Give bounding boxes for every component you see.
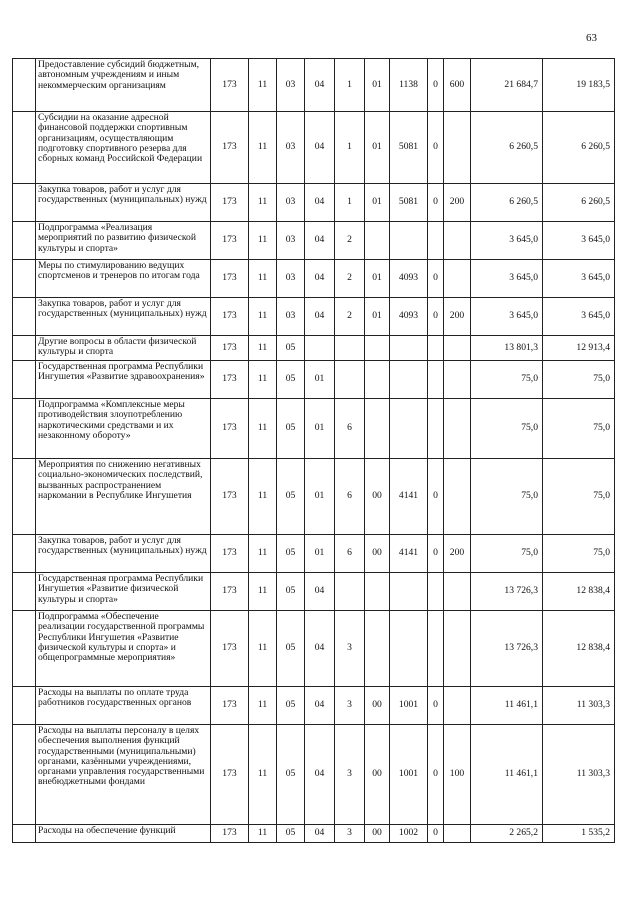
row-code-c5: 2 xyxy=(335,298,365,336)
row-code-c5: 6 xyxy=(335,535,365,573)
table-row xyxy=(13,260,615,298)
row-name: Расходы на выплаты персоналу в целях обеспечения выполнения функций государственными (муниципальными) органами, казёнными учреждениями, органами управления государственными внебюджетными фондами xyxy=(36,725,211,825)
row-code-c5: 6 xyxy=(335,459,365,535)
row-code-c6 xyxy=(365,336,390,361)
row-blank-cell xyxy=(13,535,36,573)
row-code-c5: 2 xyxy=(335,222,365,260)
row-code-c7: 5081 xyxy=(390,184,428,222)
row-name: Меры по стимулированию ведущих спортсменов и тренеров по итогам года xyxy=(36,260,211,298)
row-code-c4: 01 xyxy=(305,535,335,573)
row-code-c2: 11 xyxy=(249,825,277,843)
row-code-c8 xyxy=(428,399,444,459)
row-code-c5: 3 xyxy=(335,687,365,725)
row-code-c9 xyxy=(444,399,471,459)
row-code-c6 xyxy=(365,573,390,611)
row-code-c6 xyxy=(365,611,390,687)
row-amount-v2: 75,0 xyxy=(543,361,615,399)
row-code-c2: 11 xyxy=(249,222,277,260)
row-code-c3: 05 xyxy=(277,725,305,825)
row-code-c4: 04 xyxy=(305,222,335,260)
row-code-c7 xyxy=(390,222,428,260)
row-code-c3: 03 xyxy=(277,260,305,298)
table-row xyxy=(13,573,615,611)
row-name: Закупка товаров, работ и услуг для государственных (муниципальных) нужд xyxy=(36,184,211,222)
row-code-c9 xyxy=(444,573,471,611)
row-code-c6: 01 xyxy=(365,59,390,112)
row-code-c7: 1001 xyxy=(390,725,428,825)
row-code-c4: 01 xyxy=(305,361,335,399)
row-amount-v1: 21 684,7 xyxy=(471,59,543,112)
row-code-c4: 04 xyxy=(305,298,335,336)
row-blank-cell xyxy=(13,459,36,535)
row-code-c5 xyxy=(335,573,365,611)
row-blank-cell xyxy=(13,222,36,260)
row-name: Другие вопросы в области физической культуры и спорта xyxy=(36,336,211,361)
row-blank-cell xyxy=(13,573,36,611)
row-code-c7: 5081 xyxy=(390,112,428,184)
row-code-c6 xyxy=(365,361,390,399)
row-code-c7: 4141 xyxy=(390,459,428,535)
row-name: Государственная программа Республики Ингушетия «Развитие здравоохранения» xyxy=(36,361,211,399)
row-amount-v1: 6 260,5 xyxy=(471,112,543,184)
row-code-c7: 1002 xyxy=(390,825,428,843)
row-code-c1: 173 xyxy=(211,399,249,459)
row-code-c9 xyxy=(444,361,471,399)
row-name: Предоставление субсидий бюджетным, автономным учреждениям и иным некоммерческим организациям xyxy=(36,59,211,112)
row-blank-cell xyxy=(13,611,36,687)
row-code-c3: 05 xyxy=(277,535,305,573)
row-amount-v2: 1 535,2 xyxy=(543,825,615,843)
row-code-c8: 0 xyxy=(428,535,444,573)
row-blank-cell xyxy=(13,298,36,336)
row-code-c4: 04 xyxy=(305,687,335,725)
table-row xyxy=(13,112,615,184)
row-code-c2: 11 xyxy=(249,260,277,298)
row-code-c5 xyxy=(335,361,365,399)
row-name: Мероприятия по снижению негативных социально-экономических последствий, вызванных распространением наркомании в Республике Ингушетия xyxy=(36,459,211,535)
row-code-c4: 01 xyxy=(305,459,335,535)
row-code-c3: 05 xyxy=(277,611,305,687)
row-code-c3: 05 xyxy=(277,399,305,459)
row-code-c1: 173 xyxy=(211,687,249,725)
row-blank-cell xyxy=(13,184,36,222)
table-row xyxy=(13,222,615,260)
row-amount-v2: 11 303,3 xyxy=(543,687,615,725)
row-code-c6: 00 xyxy=(365,459,390,535)
row-code-c4: 01 xyxy=(305,399,335,459)
row-code-c7 xyxy=(390,611,428,687)
row-code-c2: 11 xyxy=(249,611,277,687)
row-amount-v2: 12 838,4 xyxy=(543,611,615,687)
row-code-c1: 173 xyxy=(211,222,249,260)
row-name: Государственная программа Республики Ингушетия «Развитие физической культуры и спорта» xyxy=(36,573,211,611)
row-code-c8 xyxy=(428,222,444,260)
row-code-c4: 04 xyxy=(305,260,335,298)
row-code-c4: 04 xyxy=(305,725,335,825)
row-code-c4: 04 xyxy=(305,184,335,222)
table-row xyxy=(13,59,615,112)
row-code-c8 xyxy=(428,336,444,361)
row-name: Закупка товаров, работ и услуг для государственных (муниципальных) нужд xyxy=(36,298,211,336)
row-code-c4 xyxy=(305,336,335,361)
row-blank-cell xyxy=(13,687,36,725)
budget-table xyxy=(12,58,615,843)
row-amount-v1: 75,0 xyxy=(471,399,543,459)
row-code-c8: 0 xyxy=(428,298,444,336)
row-code-c6: 01 xyxy=(365,260,390,298)
row-code-c7 xyxy=(390,336,428,361)
row-code-c1: 173 xyxy=(211,184,249,222)
table-row xyxy=(13,725,615,825)
table-row xyxy=(13,336,615,361)
row-code-c5: 1 xyxy=(335,184,365,222)
row-amount-v2: 12 838,4 xyxy=(543,573,615,611)
row-code-c2: 11 xyxy=(249,112,277,184)
row-code-c9 xyxy=(444,260,471,298)
row-code-c8: 0 xyxy=(428,687,444,725)
table-row xyxy=(13,361,615,399)
row-code-c9: 200 xyxy=(444,535,471,573)
row-code-c5: 2 xyxy=(335,260,365,298)
row-code-c4: 04 xyxy=(305,59,335,112)
row-code-c3: 03 xyxy=(277,298,305,336)
row-code-c8: 0 xyxy=(428,112,444,184)
row-code-c6: 01 xyxy=(365,184,390,222)
row-name: Расходы на обеспечение функций xyxy=(36,825,211,843)
row-code-c3: 03 xyxy=(277,222,305,260)
row-amount-v2: 3 645,0 xyxy=(543,260,615,298)
row-code-c1: 173 xyxy=(211,298,249,336)
row-code-c3: 05 xyxy=(277,825,305,843)
row-amount-v1: 11 461,1 xyxy=(471,687,543,725)
row-code-c5: 3 xyxy=(335,611,365,687)
row-code-c2: 11 xyxy=(249,336,277,361)
row-code-c8 xyxy=(428,611,444,687)
row-amount-v1: 13 801,3 xyxy=(471,336,543,361)
row-code-c8: 0 xyxy=(428,260,444,298)
row-blank-cell xyxy=(13,825,36,843)
row-code-c1: 173 xyxy=(211,535,249,573)
row-code-c1: 173 xyxy=(211,825,249,843)
row-name: Подпрограмма «Комплексные меры противодействия злоупотреблению наркотическими средствами и их незаконному обороту» xyxy=(36,399,211,459)
row-code-c3: 03 xyxy=(277,184,305,222)
table-row xyxy=(13,399,615,459)
row-code-c8: 0 xyxy=(428,725,444,825)
row-code-c1: 173 xyxy=(211,573,249,611)
row-amount-v1: 75,0 xyxy=(471,459,543,535)
row-blank-cell xyxy=(13,399,36,459)
row-code-c3: 05 xyxy=(277,361,305,399)
row-code-c5: 3 xyxy=(335,825,365,843)
row-blank-cell xyxy=(13,361,36,399)
row-code-c3: 03 xyxy=(277,59,305,112)
row-code-c6: 00 xyxy=(365,687,390,725)
row-code-c5: 6 xyxy=(335,399,365,459)
page-number: 63 xyxy=(586,32,597,44)
row-code-c1: 173 xyxy=(211,459,249,535)
row-code-c5: 1 xyxy=(335,59,365,112)
row-code-c4: 04 xyxy=(305,112,335,184)
row-code-c4: 04 xyxy=(305,611,335,687)
row-code-c9: 200 xyxy=(444,298,471,336)
row-amount-v1: 6 260,5 xyxy=(471,184,543,222)
table-row xyxy=(13,825,615,843)
row-code-c6 xyxy=(365,222,390,260)
row-amount-v2: 12 913,4 xyxy=(543,336,615,361)
row-amount-v1: 2 265,2 xyxy=(471,825,543,843)
table-row xyxy=(13,184,615,222)
row-blank-cell xyxy=(13,725,36,825)
row-amount-v1: 11 461,1 xyxy=(471,725,543,825)
row-code-c9 xyxy=(444,687,471,725)
row-code-c1: 173 xyxy=(211,260,249,298)
row-code-c7 xyxy=(390,399,428,459)
row-code-c2: 11 xyxy=(249,59,277,112)
table-body xyxy=(13,59,615,843)
row-amount-v2: 3 645,0 xyxy=(543,298,615,336)
row-name: Подпрограмма «Обеспечение реализации государственной программы Республики Ингушетия «Развитие физической культуры и спорта» и общепрограммные мероприятия» xyxy=(36,611,211,687)
row-code-c3: 05 xyxy=(277,687,305,725)
row-code-c9 xyxy=(444,611,471,687)
row-code-c3: 03 xyxy=(277,112,305,184)
row-code-c8 xyxy=(428,573,444,611)
row-code-c6: 00 xyxy=(365,535,390,573)
row-code-c2: 11 xyxy=(249,725,277,825)
row-blank-cell xyxy=(13,336,36,361)
row-code-c1: 173 xyxy=(211,725,249,825)
row-code-c5: 3 xyxy=(335,725,365,825)
row-name: Субсидии на оказание адресной финансовой поддержки спортивным организациям, осуществляющим подготовку спортивного резерва для сборных команд Российской Федерации xyxy=(36,112,211,184)
row-code-c1: 173 xyxy=(211,361,249,399)
row-name: Закупка товаров, работ и услуг для государственных (муниципальных) нужд xyxy=(36,535,211,573)
row-code-c7 xyxy=(390,361,428,399)
row-code-c9: 100 xyxy=(444,725,471,825)
row-code-c8: 0 xyxy=(428,459,444,535)
row-code-c8 xyxy=(428,361,444,399)
row-code-c7: 1138 xyxy=(390,59,428,112)
row-amount-v1: 3 645,0 xyxy=(471,260,543,298)
row-code-c2: 11 xyxy=(249,399,277,459)
row-code-c9 xyxy=(444,459,471,535)
row-code-c7: 4141 xyxy=(390,535,428,573)
row-code-c9 xyxy=(444,112,471,184)
row-code-c9: 200 xyxy=(444,184,471,222)
row-code-c4: 04 xyxy=(305,573,335,611)
row-code-c9 xyxy=(444,825,471,843)
row-code-c2: 11 xyxy=(249,298,277,336)
row-code-c1: 173 xyxy=(211,611,249,687)
row-code-c5: 1 xyxy=(335,112,365,184)
row-code-c4: 04 xyxy=(305,825,335,843)
row-code-c3: 05 xyxy=(277,573,305,611)
row-code-c9 xyxy=(444,336,471,361)
row-code-c7: 4093 xyxy=(390,298,428,336)
row-code-c6: 00 xyxy=(365,825,390,843)
row-code-c9: 600 xyxy=(444,59,471,112)
row-amount-v2: 19 183,5 xyxy=(543,59,615,112)
row-code-c8: 0 xyxy=(428,59,444,112)
row-amount-v2: 3 645,0 xyxy=(543,222,615,260)
row-blank-cell xyxy=(13,59,36,112)
row-code-c2: 11 xyxy=(249,361,277,399)
table-row xyxy=(13,611,615,687)
table-row xyxy=(13,459,615,535)
row-code-c6: 01 xyxy=(365,298,390,336)
row-amount-v1: 75,0 xyxy=(471,535,543,573)
row-amount-v1: 13 726,3 xyxy=(471,611,543,687)
row-code-c8: 0 xyxy=(428,825,444,843)
row-blank-cell xyxy=(13,260,36,298)
row-amount-v1: 75,0 xyxy=(471,361,543,399)
row-amount-v2: 75,0 xyxy=(543,459,615,535)
row-amount-v2: 6 260,5 xyxy=(543,112,615,184)
row-amount-v1: 13 726,3 xyxy=(471,573,543,611)
row-name: Подпрограмма «Реализация мероприятий по развитию физической культуры и спорта» xyxy=(36,222,211,260)
row-name: Расходы на выплаты по оплате труда работников государственных органов xyxy=(36,687,211,725)
row-code-c2: 11 xyxy=(249,573,277,611)
row-amount-v2: 11 303,3 xyxy=(543,725,615,825)
row-code-c7: 4093 xyxy=(390,260,428,298)
row-code-c3: 05 xyxy=(277,459,305,535)
row-code-c6: 01 xyxy=(365,112,390,184)
row-code-c9 xyxy=(444,222,471,260)
row-code-c6 xyxy=(365,399,390,459)
row-code-c1: 173 xyxy=(211,112,249,184)
table-row xyxy=(13,687,615,725)
row-amount-v2: 75,0 xyxy=(543,399,615,459)
row-code-c1: 173 xyxy=(211,336,249,361)
row-code-c7: 1001 xyxy=(390,687,428,725)
row-code-c1: 173 xyxy=(211,59,249,112)
row-code-c2: 11 xyxy=(249,459,277,535)
row-code-c6: 00 xyxy=(365,725,390,825)
row-amount-v2: 6 260,5 xyxy=(543,184,615,222)
row-code-c5 xyxy=(335,336,365,361)
table-row xyxy=(13,535,615,573)
row-blank-cell xyxy=(13,112,36,184)
row-code-c7 xyxy=(390,573,428,611)
table-row xyxy=(13,298,615,336)
row-code-c2: 11 xyxy=(249,184,277,222)
row-amount-v1: 3 645,0 xyxy=(471,222,543,260)
row-code-c2: 11 xyxy=(249,687,277,725)
row-code-c8: 0 xyxy=(428,184,444,222)
row-code-c3: 05 xyxy=(277,336,305,361)
row-amount-v1: 3 645,0 xyxy=(471,298,543,336)
row-code-c2: 11 xyxy=(249,535,277,573)
row-amount-v2: 75,0 xyxy=(543,535,615,573)
